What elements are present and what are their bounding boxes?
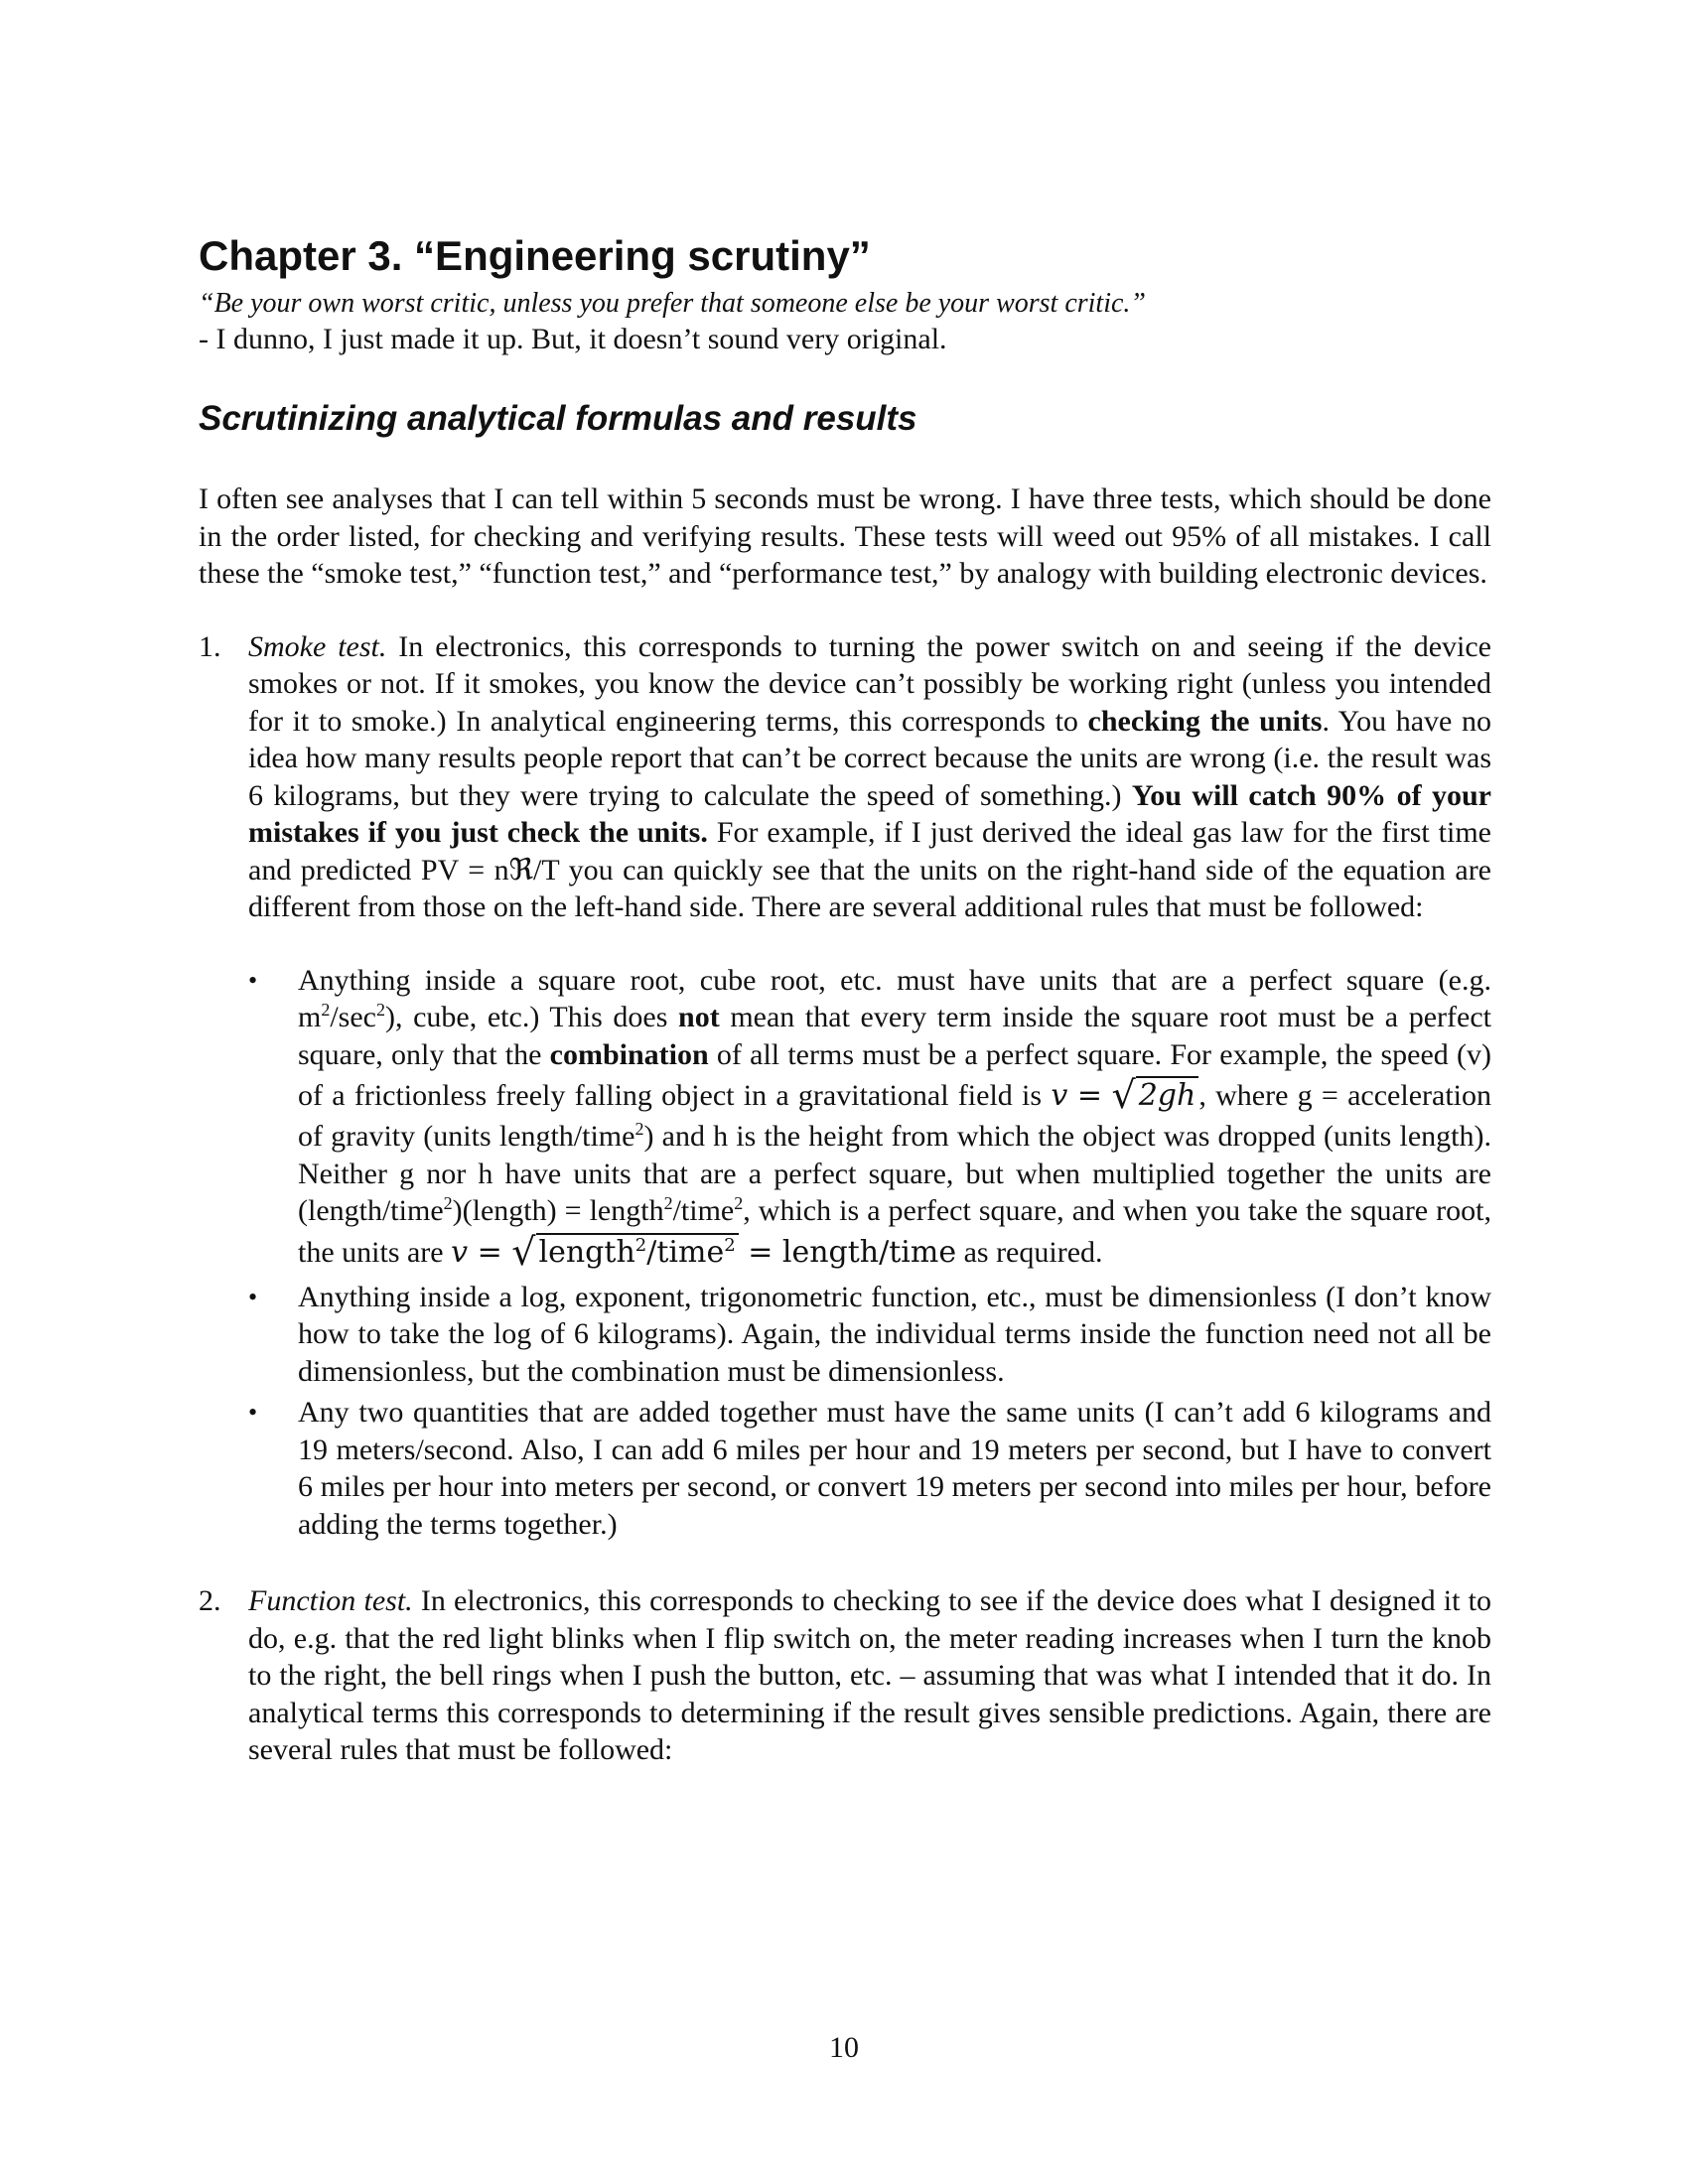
radicand (536, 1233, 739, 1271)
equation-free-fall (1051, 1073, 1198, 1118)
bullet-icon: • (248, 1398, 258, 1427)
bullet-text: , which is a perfect square, and when you take the square root, the units are (298, 1194, 1491, 1269)
bullet-icon: • (248, 1282, 258, 1311)
bullet-text: , where g = acceleration of gravity (units length/time (298, 1079, 1491, 1153)
bullet-item (248, 1394, 1491, 1543)
item-text: For example, if I just derived the ideal gas law for the first time and predicted PV = nℜ/T you can quickly see that the units on the right-hand side of the equation are different from those on the left-hand side. There are several additional rules that must be followed: (248, 816, 1491, 923)
document-page (199, 230, 1491, 1769)
list-number: 2. (199, 1584, 221, 1617)
radical-icon: √ (511, 1229, 536, 1274)
superscript: 2 (375, 1000, 385, 1021)
list-item-function-test (199, 1582, 1491, 1769)
bold-phrase: combination (549, 1037, 709, 1071)
equation-units (451, 1230, 956, 1275)
bullet-text: Anything inside a square root, cube root, etc. must have units that are a perfect square (e.g. m (298, 963, 1491, 1033)
superscript: 2 (443, 1193, 453, 1214)
bullet-item (248, 1279, 1491, 1391)
superscript: 2 (724, 1234, 736, 1256)
bullet-text: Anything inside a log, exponent, trigonometric function, etc., must be dimensionless (I don’t know how to take the log of 6 kilograms). Again, the individual terms inside the function need not all be dimensionless, but the combination must be dimensionless. (298, 1280, 1491, 1388)
superscript: 2 (321, 1000, 331, 1021)
item-text: . You have no idea how many results people report that can’t be correct because the units are wrong (i.e. the result was 6 kilograms, but they were trying to calculate the speed of something.) (248, 704, 1491, 812)
bullet-text: ) and h is the height from which the object was dropped (units length). Neither g nor h have units that are a perfect square, but when multiplied together the units are (length/time (298, 1120, 1491, 1227)
section-title: Scrutinizing analytical formulas and results (199, 399, 917, 438)
bold-phrase: not (678, 1001, 720, 1033)
equation-variable: v (451, 1234, 469, 1270)
epigraph-attribution: - I dunno, I just made it up. But, it doesn’t sound very original. (199, 323, 947, 355)
bullet-text: as required. (956, 1235, 1103, 1269)
intro-paragraph: I often see analyses that I can tell within 5 seconds must be wrong. I have three tests, which should be done in the order listed, for checking and verifying results. These tests will weed out 95% of all mistakes. I call these the “smoke test,” “function test,” and “performance test,” by analogy with building electronic devices. (199, 482, 1491, 590)
bullet-text: of all terms must be a perfect square. For example, the speed (v) of a frictionless freely falling object in a gravitational field is (298, 1037, 1491, 1112)
equation-result: = length/time (738, 1234, 957, 1270)
bullet-text: Any two quantities that are added together must have the same units (I can’t add 6 kilograms and 19 meters/second. Also, I can add 6 miles per hour and 19 meters per second, but I have to convert 6 miles per hour into meters per second, or convert 19 meters per second into miles per hour, before adding the terms together.) (298, 1396, 1491, 1541)
bullet-text: )(length) = length (452, 1194, 664, 1227)
bullet-text: ), cube, etc.) This does (384, 1001, 679, 1033)
bullet-text: /sec (330, 1001, 376, 1033)
square-root (1112, 1073, 1199, 1118)
radicand-text: /time (646, 1234, 725, 1270)
bold-phrase: checking the units (1087, 704, 1323, 738)
radical-icon: √ (1111, 1073, 1136, 1117)
equation-operator: = (1067, 1078, 1112, 1113)
rules-list (248, 962, 1491, 1544)
superscript: 2 (634, 1234, 647, 1256)
chapter-title: Chapter 3. “Engineering scrutiny” (199, 232, 871, 279)
superscript: 2 (663, 1193, 673, 1214)
radicand-text: length (538, 1234, 635, 1270)
page-number: 10 (829, 2031, 859, 2064)
list-number: 1. (199, 629, 221, 663)
item-text: In electronics, this corresponds to checking to see if the device does what I designed it to do, e.g. that the red light blinks when I flip switch on, the meter reading increases when I turn the knob to the right, the bell rings when I push the button, etc. – assuming that was what I intended that it do. In analytical terms this corresponds to determining if the result gives sensible predictions. Again, there are several rules that must be followed: (248, 1584, 1491, 1766)
bold-phrase: You will catch 90% of your mistakes if you just check the units. (248, 778, 1491, 849)
bullet-text: /time (672, 1194, 735, 1227)
equation-operator: = (468, 1234, 512, 1270)
test-list (199, 628, 1491, 1769)
item-label: Function test. (248, 1584, 413, 1617)
equation-variable: v (1051, 1078, 1068, 1113)
superscript: 2 (734, 1193, 744, 1214)
epigraph-quote: “Be your own worst critic, unless you prefer that someone else be your worst critic.” (199, 288, 1146, 319)
square-root (511, 1230, 738, 1275)
item-label: Smoke test. (248, 629, 387, 663)
epigraph (199, 286, 1491, 357)
superscript: 2 (634, 1119, 644, 1140)
bullet-item (248, 962, 1491, 1275)
bullet-icon: • (248, 965, 258, 995)
list-item-smoke-test (199, 628, 1491, 1544)
item-text: In electronics, this corresponds to turning the power switch on and seeing if the device smokes or not. If it smokes, you know the device can’t possibly be working right (unless you intended for it to smoke.) In analytical engineering terms, this corresponds to (248, 629, 1491, 738)
radicand: 2gh (1136, 1076, 1199, 1114)
bullet-text: mean that every term inside the square root must be a perfect square, only that the (298, 1001, 1491, 1071)
